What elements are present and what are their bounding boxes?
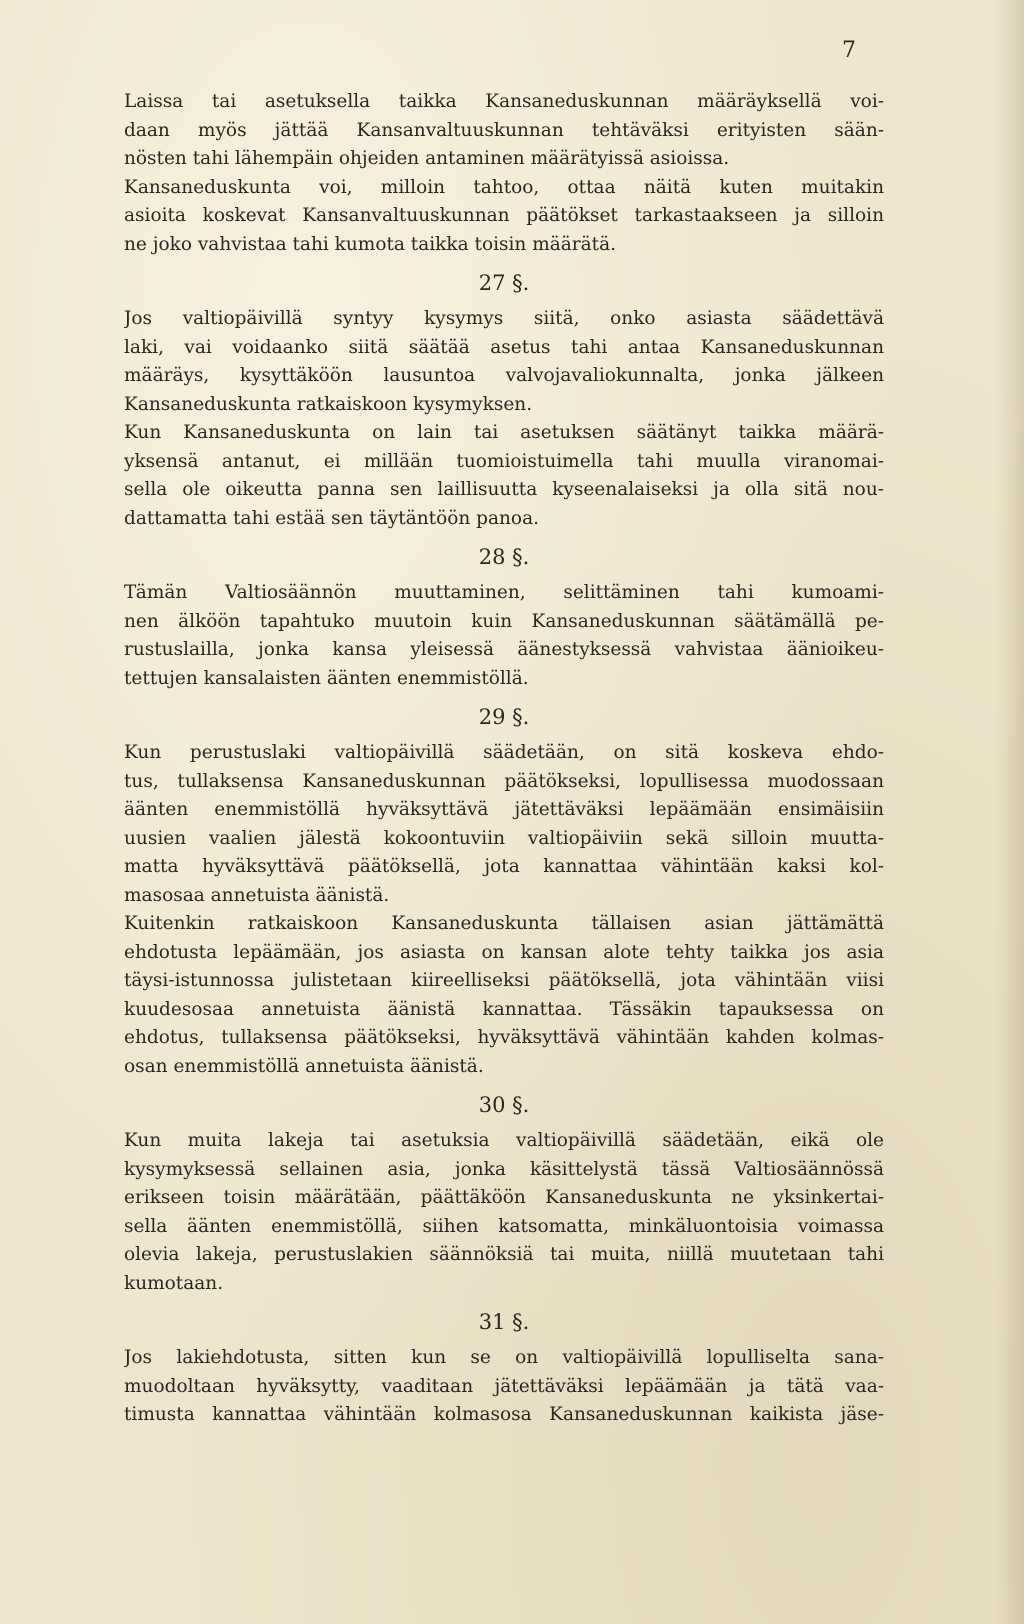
text-line: daan myös jättää Kansanvaltuuskunnan tehtäväksi erityisten sään- <box>124 119 884 141</box>
text-line: uusien vaalien jälestä kokoontuviin valtiopäiviin sekä silloin muutta- <box>124 827 884 849</box>
text-line: matta hyväksyttävä päätöksellä, jota kannattaa vähintään kaksi kol- <box>124 856 884 877</box>
section-heading: 30 §. <box>478 1093 530 1117</box>
text-line: Kansaneduskunta voi, milloin tahtoo, ottaa näitä kuten muitakin <box>124 176 884 198</box>
text-line: täysi-istunnossa julistetaan kiireelliseksi päätöksellä, jota vähintään viisi <box>124 970 884 991</box>
text-line: Jos valtiopäivillä syntyy kysymys siitä, onko asiasta säädettävä <box>124 308 884 329</box>
text-line: Laissa tai asetuksella taikka Kansaneduskunnan määräyksellä voi- <box>124 91 884 112</box>
text-line: sella ole oikeutta panna sen laillisuutta kyseenalaiseksi ja olla sitä nou- <box>124 479 884 500</box>
text-line: erikseen toisin määrätään, päättäköön Kansaneduskunta ne yksinkertai- <box>124 1187 884 1208</box>
text-line: ne joko vahvistaa tahi kumota taikka toisin määrätä. <box>124 233 617 255</box>
text-line: laki, vai voidaanko siitä säätää asetus tahi antaa Kansaneduskunnan <box>124 336 884 358</box>
text-line: dattamatta tahi estää sen täytäntöön panoa. <box>124 507 539 529</box>
text-line: rustuslailla, jonka kansa yleisessä äänestyksessä vahvistaa äänioikeu- <box>124 639 884 660</box>
section-heading: 29 §. <box>478 705 530 729</box>
text-line: muodoltaan hyväksytty, vaaditaan jätettäväksi lepäämään ja tätä vaa- <box>124 1375 884 1397</box>
text-line: asioita koskevat Kansanvaltuuskunnan päätökset tarkastaakseen ja silloin <box>124 205 884 226</box>
text-line: tus, tullaksensa Kansaneduskunnan päätökseksi, lopullisessa muodossaan <box>124 770 884 792</box>
text-line: ehdotusta lepäämään, jos asiasta on kansan alote tehty taikka jos asia <box>124 941 884 963</box>
section-heading: 28 §. <box>478 545 530 569</box>
text-line: kuudesosaa annetuista äänistä kannattaa. Tässäkin tapauksessa on <box>124 998 884 1020</box>
section-heading: 31 §. <box>478 1310 530 1334</box>
text-line: masosaa annetuista äänistä. <box>124 884 390 906</box>
text-line: osan enemmistöllä annetuista äänistä. <box>124 1055 484 1077</box>
body-text <box>124 88 884 1430</box>
section-heading: 27 §. <box>478 271 530 295</box>
text-line: Jos lakiehdotusta, sitten kun se on valtiopäivillä lopulliselta sana- <box>124 1347 884 1368</box>
page-number: 7 <box>842 38 856 63</box>
text-line: määräys, kysyttäköön lausuntoa valvojavaliokunnalta, jonka jälkeen <box>124 365 884 386</box>
page-fold-shadow <box>996 0 1024 1624</box>
text-line: äänten enemmistöllä hyväksyttävä jätettäväksi lepäämään ensimäisiin <box>124 799 884 820</box>
text-line: Kun perustuslaki valtiopäivillä säädetään, on sitä koskeva ehdo- <box>124 742 884 763</box>
text-line: timusta kannattaa vähintään kolmasosa Kansaneduskunnan kaikista jäse- <box>124 1404 884 1425</box>
text-line: olevia lakeja, perustuslakien säännöksiä tai muita, niillä muutetaan tahi <box>124 1244 884 1265</box>
text-line: kysymyksessä sellainen asia, jonka käsittelystä tässä Valtiosäännössä <box>124 1158 884 1180</box>
text-line: sella äänten enemmistöllä, siihen katsomatta, minkäluontoisia voimassa <box>124 1215 884 1237</box>
text-line: yksensä antanut, ei millään tuomioistuimella tahi muulla viranomai- <box>124 450 884 472</box>
text-line: Kuitenkin ratkaiskoon Kansaneduskunta tällaisen asian jättämättä <box>124 913 884 934</box>
text-line: nen älköön tapahtuko muutoin kuin Kansaneduskunnan säätämällä pe- <box>124 610 884 632</box>
text-line: nösten tahi lähempäin ohjeiden antaminen määrätyissä asioissa. <box>124 148 730 169</box>
text-line: Kansaneduskunta ratkaiskoon kysymyksen. <box>124 393 533 415</box>
text-line: Tämän Valtiosäännön muuttaminen, selittäminen tahi kumoami- <box>124 582 884 603</box>
text-line: tettujen kansalaisten äänten enemmistöllä. <box>124 667 529 689</box>
text-line: Kun Kansaneduskunta on lain tai asetuksen säätänyt taikka määrä- <box>124 422 884 443</box>
text-line: ehdotus, tullaksensa päätökseksi, hyväksyttävä vähintään kahden kolmas- <box>124 1027 884 1048</box>
text-line: Kun muita lakeja tai asetuksia valtiopäivillä säädetään, eikä ole <box>124 1130 884 1151</box>
text-line: kumotaan. <box>124 1272 224 1294</box>
